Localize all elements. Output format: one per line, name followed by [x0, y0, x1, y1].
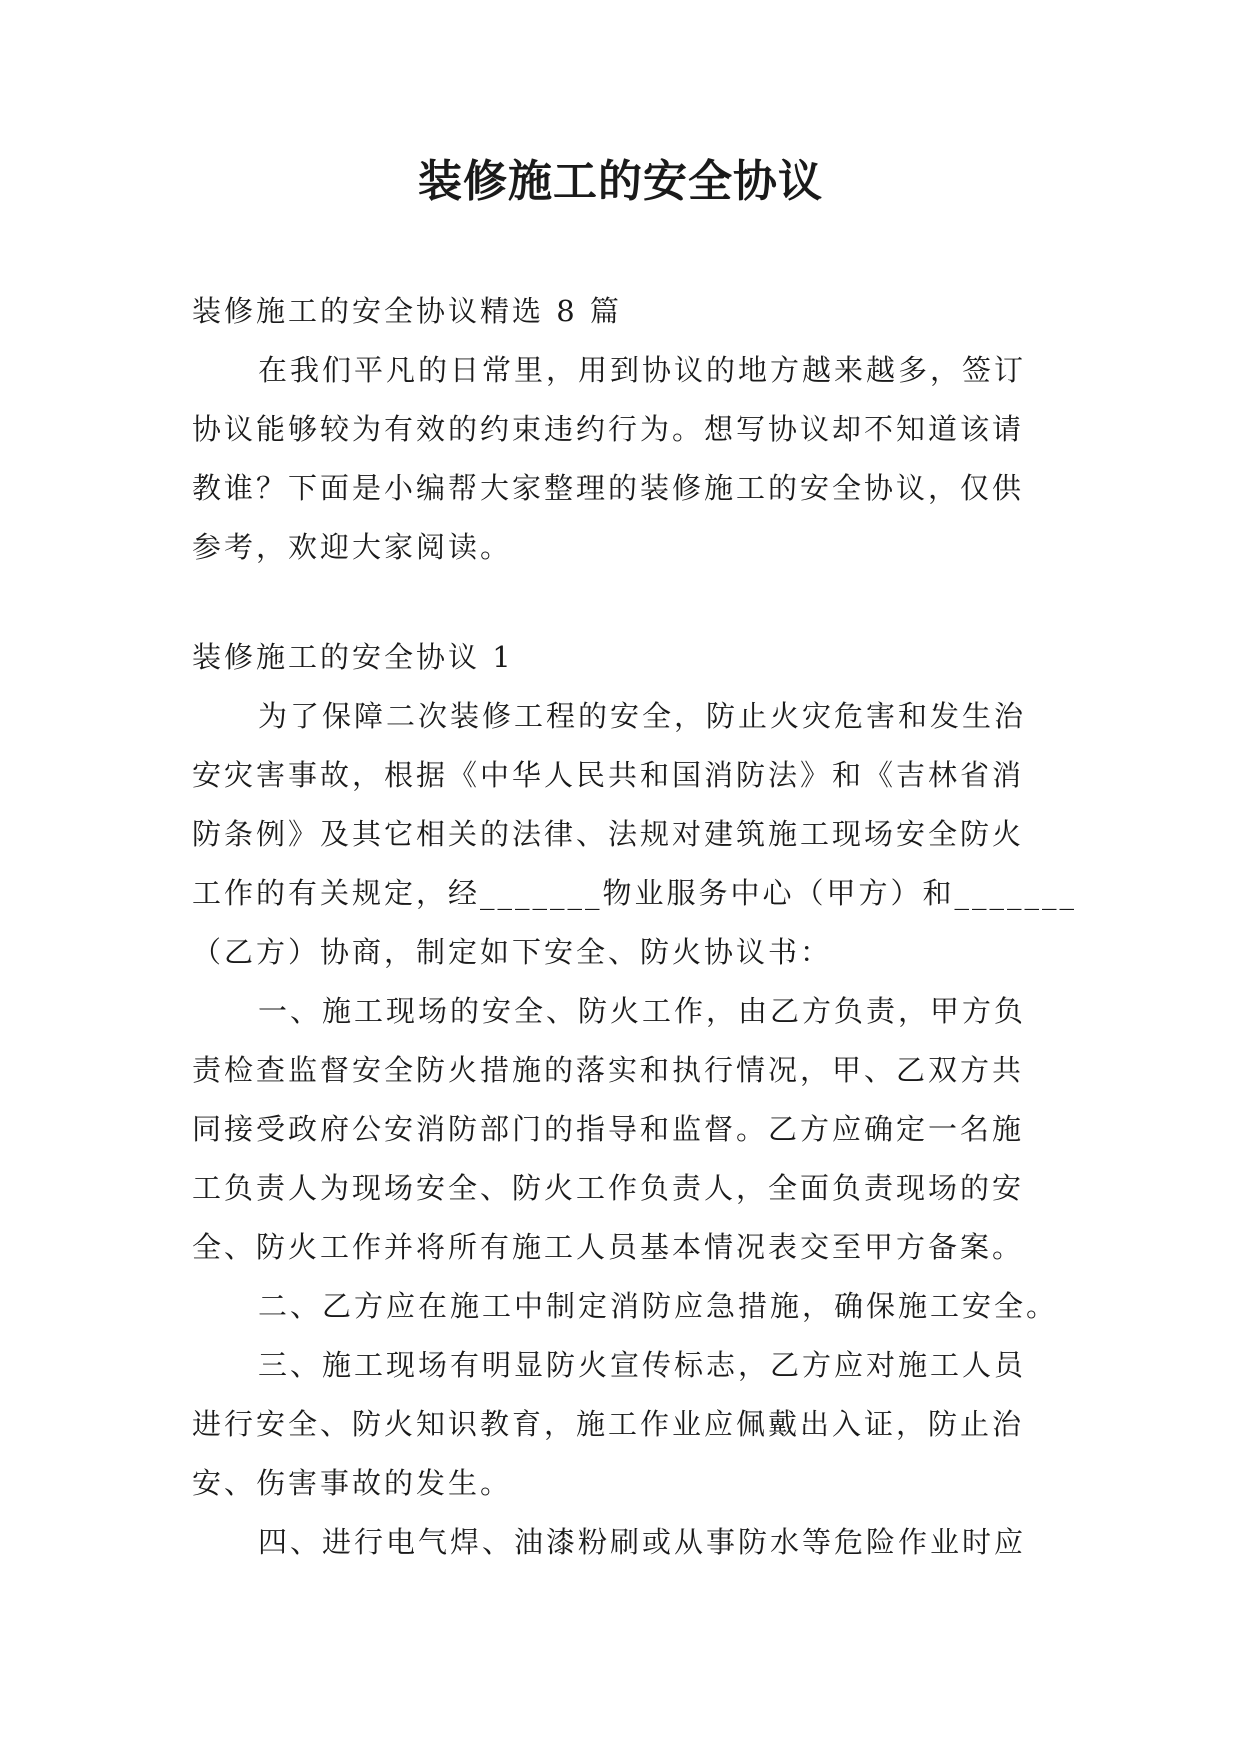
paragraph-line: 责检查监督安全防火措施的落实和执行情况，甲、乙双方共 [192, 1053, 1025, 1087]
section-heading-line: 装修施工的安全协议 1 [192, 640, 514, 674]
paragraph-line: 全、防火工作并将所有施工人员基本情况表交至甲方备案。 [192, 1230, 1025, 1264]
paragraph-line: 工负责人为现场安全、防火工作负责人，全面负责现场的安 [192, 1171, 1025, 1205]
paragraph-line: 三、施工现场有明显防火宣传标志，乙方应对施工人员 [258, 1348, 1027, 1382]
section-heading [192, 628, 1052, 687]
paragraph-line: 四、进行电气焊、油漆粉刷或从事防水等危险作业时应 [258, 1525, 1027, 1559]
paragraph-line: 协议能够较为有效的约束违约行为。想写协议却不知道该请 [192, 412, 1025, 446]
paragraph-line: 二、乙方应在施工中制定消防应急措施，确保施工安全。 [258, 1289, 1059, 1323]
paragraph-line: （乙方）协商，制定如下安全、防火协议书： [192, 935, 833, 969]
paragraph-line: 工作的有关规定，经_______物业服务中心（甲方）和_______ [192, 876, 1078, 910]
intro-paragraph [192, 341, 1052, 577]
paragraph-line: 进行安全、防火知识教育，施工作业应佩戴出入证，防止治 [192, 1407, 1025, 1441]
paragraph-line: 安灾害事故，根据《中华人民共和国消防法》和《吉林省消 [192, 758, 1025, 792]
paragraph-line: 为了保障二次装修工程的安全，防止火灾危害和发生治 [258, 699, 1027, 733]
paragraph-line: 参考，欢迎大家阅读。 [192, 530, 513, 564]
paragraph-line: 在我们平凡的日常里，用到协议的地方越来越多，签订 [258, 353, 1027, 387]
subtitle-line: 装修施工的安全协议精选 8 篇 [192, 294, 622, 328]
paragraph-line: 安、伤害事故的发生。 [192, 1466, 513, 1500]
paragraph-line: 同接受政府公安消防部门的指导和监督。乙方应确定一名施 [192, 1112, 1025, 1146]
section-body [192, 687, 1078, 1572]
paragraph-line: 一、施工现场的安全、防火工作，由乙方负责，甲方负 [258, 994, 1027, 1028]
document-subtitle [192, 282, 1052, 341]
paragraph-line: 防条例》及其它相关的法律、法规对建筑施工现场安全防火 [192, 817, 1025, 851]
document-title: 装修施工的安全协议 [418, 156, 823, 207]
paragraph-line: 教谁？下面是小编帮大家整理的装修施工的安全协议，仅供 [192, 471, 1025, 505]
